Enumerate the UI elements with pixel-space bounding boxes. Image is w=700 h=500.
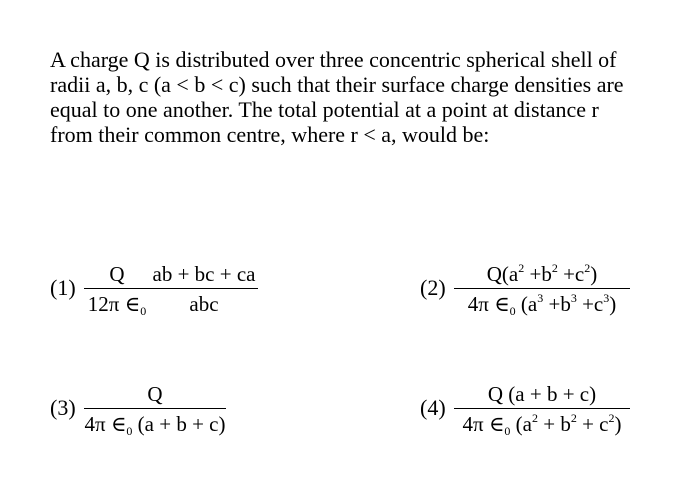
option-1-numerator-a: Q <box>109 262 125 286</box>
option-1-denominator-b: abc <box>189 292 219 316</box>
fraction-bar <box>454 408 630 409</box>
option-3-denominator: 4π $\in_0$ (a + b + c) <box>84 412 226 438</box>
question-text: A charge Q is distributed over three concentric spherical shell of radii a, b, c (a < b < c) such that their surface charge densities are equal to one another. The total potential at a point at distance r from their common centre, where r < a, would be: <box>50 47 624 147</box>
fraction-bar <box>84 408 226 409</box>
option-2-denominator: 4π $\in_0$ $(a^3 +b^3 +c^3)$ <box>467 291 617 318</box>
option-4-label: (4) <box>420 395 446 420</box>
fraction-bar <box>150 288 258 289</box>
option-1-label: (1) <box>50 275 76 300</box>
option-3-fraction <box>84 382 226 436</box>
option-1-fraction-b <box>150 262 258 316</box>
option-4-numerator: Q (a + b + c) <box>487 382 597 406</box>
option-2-fraction <box>454 262 630 316</box>
option-1-numerator-b: ab + bc + ca <box>152 262 256 286</box>
option-3-label: (3) <box>50 395 76 420</box>
option-2-numerator: $Q(a^2 +b^2 +c^2)$ <box>486 261 598 286</box>
option-4-denominator: 4π $\in_0$ $(a^2 + b^2 + c^2)$ <box>462 411 622 438</box>
option-1-fraction-a <box>84 262 150 316</box>
option-1-denominator-a: 12π $\in_0$ <box>87 292 147 318</box>
fraction-bar <box>454 288 630 289</box>
fraction-bar <box>84 288 150 289</box>
option-3-numerator: Q <box>147 382 163 406</box>
option-2-label: (2) <box>420 275 446 300</box>
option-4-fraction <box>454 382 630 436</box>
